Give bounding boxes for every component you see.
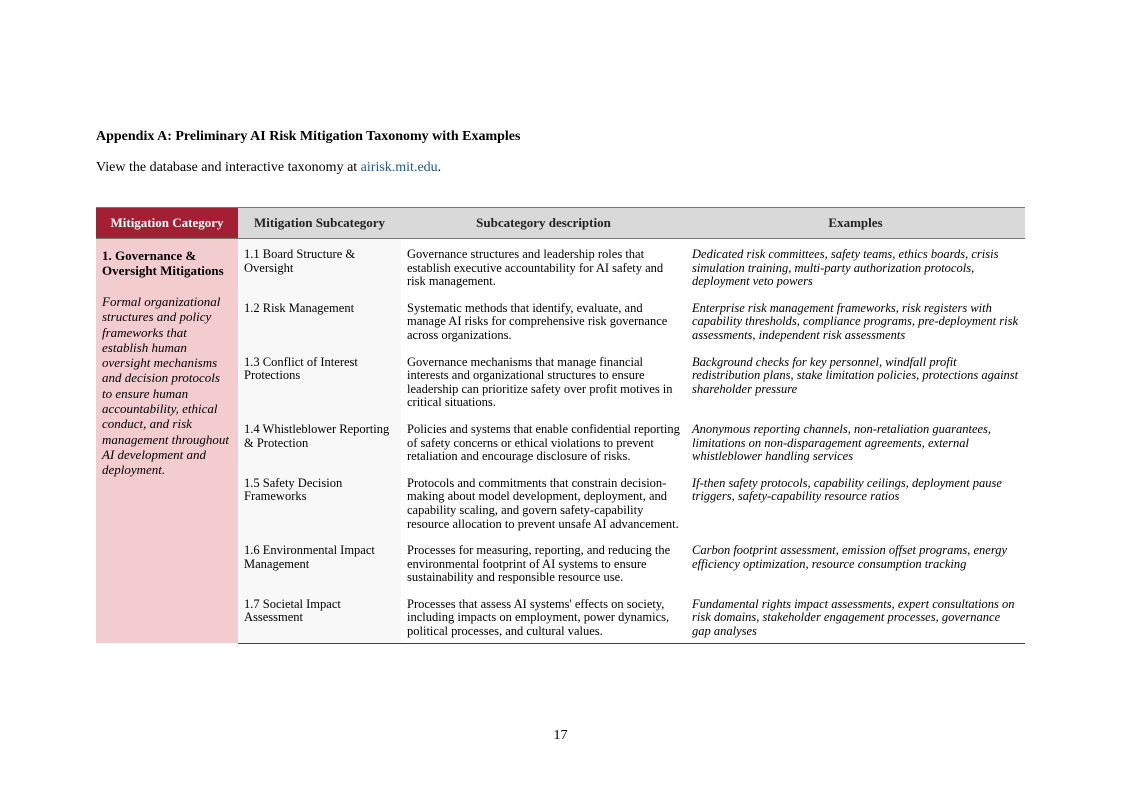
subcategory-cell: 1.5 Safety Decision Frameworks (238, 477, 401, 544)
description-cell: Processes for measuring, reporting, and reducing the environmental footprint of AI systems to ensure sustainability and responsible resource use. (407, 543, 671, 585)
taxonomy-link[interactable]: airisk.mit.edu (360, 160, 438, 175)
category-description: Formal organizational structures and policy frameworks that establish human oversight mechanisms and decision protocols to ensure human accountability, ethical conduct, and risk management throughout AI development and deployment. (102, 294, 229, 478)
description-cell: Systematic methods that identify, evaluate, and manage AI risks for comprehensive risk governance across organizations. (407, 300, 668, 342)
examples-cell: Carbon footprint assessment, emission offset programs, energy efficiency optimization, resource consumption tracking (692, 543, 1008, 571)
page-number: 17 (553, 728, 568, 743)
header-mitigation-category: Mitigation Category (96, 208, 238, 239)
subcategory-cell: 1.7 Societal Impact Assessment (238, 598, 401, 643)
subcategory-cell: 1.3 Conflict of Interest Protections (238, 356, 401, 423)
examples-cell: Background checks for key personnel, windfall profit redistribution plans, stake limitation policies, protections against shareholder pressure (692, 354, 1019, 396)
description-cell: Protocols and commitments that constrain decision-making about model development, deployment, and capability scaling, and govern safety-capability resource allocation to prevent unsafe AI advancement. (407, 475, 679, 531)
intro-suffix: . (437, 160, 442, 175)
intro-text (96, 160, 441, 176)
description-cell: Processes that assess AI systems' effects on society, including impacts on employment, power dynamics, political processes, and cultural values. (401, 598, 686, 643)
examples-cell: Dedicated risk committees, safety teams, ethics boards, crisis simulation training, multi-party authorization protocols, deployment veto powers (692, 247, 999, 289)
examples-cell: Anonymous reporting channels, non-retaliation guarantees, limitations on non-disparagement agreements, external whistleblower handling services (692, 421, 992, 464)
subcategory-cell: 1.6 Environmental Impact Management (238, 544, 401, 598)
header-examples: Examples (686, 208, 1025, 239)
taxonomy-table (96, 207, 1025, 644)
taxonomy-table-wrapper (96, 207, 1025, 644)
subcategory-cell: 1.4 Whistleblower Reporting & Protection (238, 423, 401, 477)
description-cell: Governance mechanisms that manage financial interests and organizational structures to ensure leadership can prioritize safety over profit motives in critical situations. (407, 354, 673, 410)
table-row (96, 239, 1025, 302)
header-subcategory-description: Subcategory description (401, 208, 686, 239)
subcategory-cell: 1.2 Risk Management (238, 302, 401, 356)
examples-cell: Fundamental rights impact assessments, expert consultations on risk domains, stakeholder engagement processes, governance gap analyses (686, 598, 1025, 643)
examples-cell: Enterprise risk management frameworks, risk registers with capability thresholds, compliance programs, pre-deployment risk assessments, independent risk assessments (692, 300, 1018, 342)
table-header-row (96, 208, 1025, 239)
description-cell: Policies and systems that enable confidential reporting of safety concerns or ethical violations to prevent retaliation and encourage disclosure of risks. (407, 421, 680, 464)
category-cell (96, 239, 238, 644)
intro-prefix: View the database and interactive taxonomy at (96, 160, 361, 175)
description-cell: Governance structures and leadership roles that establish executive accountability for AI safety and risk management. (407, 247, 664, 289)
subcategory-cell: 1.1 Board Structure & Oversight (238, 239, 401, 302)
page-heading: Appendix A: Preliminary AI Risk Mitigation Taxonomy with Examples (96, 129, 521, 144)
header-mitigation-subcategory: Mitigation Subcategory (238, 208, 401, 239)
category-title: 1. Governance & Oversight Mitigations (102, 248, 224, 278)
examples-cell: If-then safety protocols, capability ceilings, deployment pause triggers, safety-capability resource ratios (692, 475, 1002, 504)
